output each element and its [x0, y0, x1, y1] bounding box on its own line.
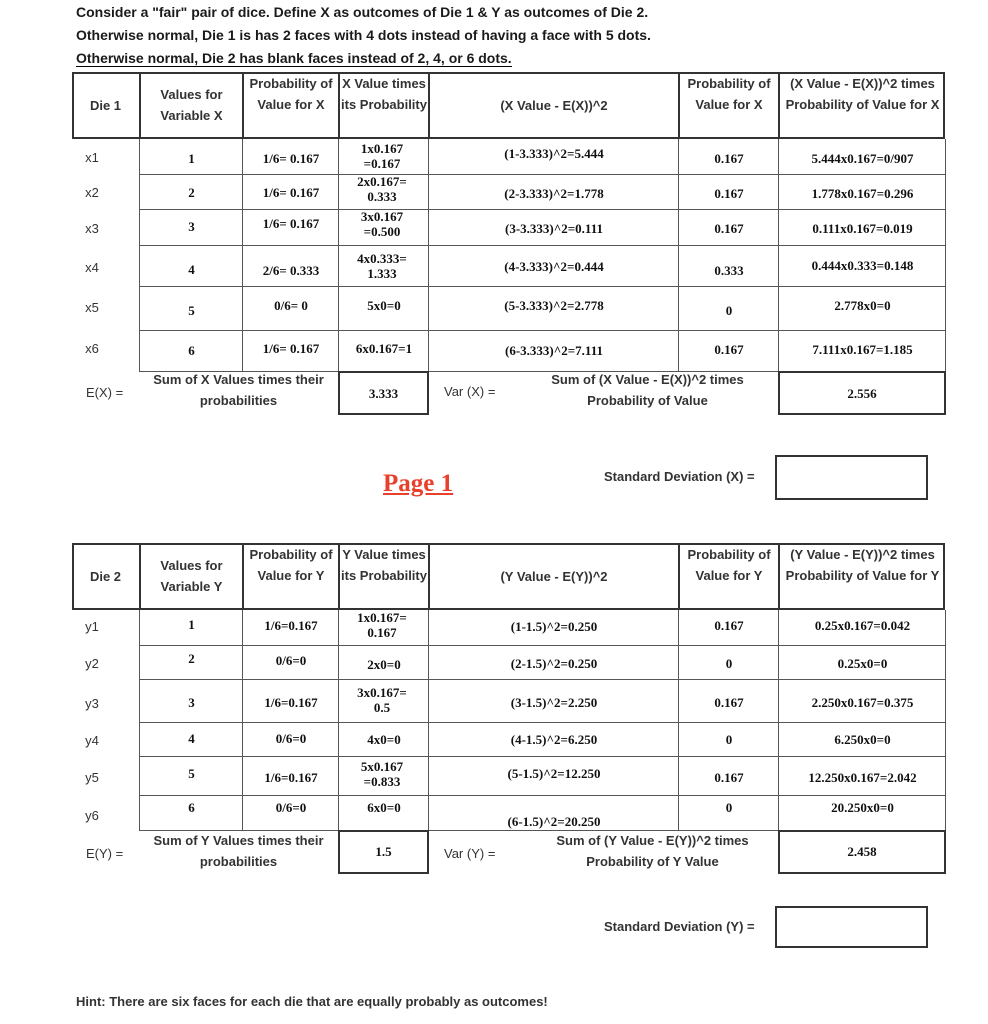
row-times: 2x0.167= 0.333	[357, 174, 407, 204]
row-prob2: 0.167	[714, 342, 744, 357]
row-devprob: 0.444x0.333=0.148	[811, 258, 914, 273]
row-die-label: x5	[85, 300, 99, 315]
varx-sum-label: Sum of (X Value - E(X))^2 times Probability of Value	[551, 372, 744, 408]
row-dev: (3-1.5)^2=2.250	[510, 695, 598, 710]
row-devprob: 12.250x0.167=2.042	[808, 770, 917, 785]
row-value: 3	[188, 695, 195, 710]
row-die-label: y2	[85, 656, 99, 671]
row-prob2: 0.167	[714, 770, 744, 785]
row-value: 2	[188, 651, 195, 666]
row-prob2: 0	[725, 303, 733, 318]
ex-sum-label: Sum of X Values times their probabilities	[153, 372, 324, 408]
row-devprob: 20.250x0=0	[831, 800, 894, 815]
row-prob: 1/6= 0.167	[262, 185, 320, 200]
row-prob2: 0.167	[714, 186, 744, 201]
ey-value: 1.5	[375, 844, 392, 859]
row-die-label: x1	[85, 150, 99, 165]
row-prob: 0/6=0	[275, 800, 307, 815]
vary-sum-label: Sum of (Y Value - E(Y))^2 times Probability of Y Value	[556, 833, 749, 869]
row-times: 5x0.167 =0.833	[360, 759, 404, 789]
row-prob: 1/6=0.167	[264, 770, 318, 785]
row-value: 4	[188, 731, 195, 746]
row-times: 5x0=0	[367, 298, 401, 313]
sdx-answer-box[interactable]	[775, 455, 928, 500]
row-times: 2x0=0	[367, 657, 401, 672]
row-dev: (4-1.5)^2=6.250	[510, 732, 598, 747]
sdy-answer-box[interactable]	[775, 906, 928, 948]
die2-header: Die 2	[89, 569, 122, 584]
hint-text: Hint: There are six faces for each die that are equally probably as outcomes!	[76, 994, 548, 1009]
row-value: 1	[188, 617, 195, 632]
row-dev: (5-1.5)^2=12.250	[507, 766, 601, 781]
row-devprob: 1.778x0.167=0.296	[811, 186, 914, 201]
ey-label: E(Y) =	[86, 846, 124, 861]
row-prob2: 0	[725, 656, 733, 671]
row-times: 4x0.333= 1.333	[357, 251, 407, 281]
row-times: 3x0.167= 0.5	[357, 685, 407, 715]
row-times: 6x0.167=1	[355, 341, 413, 356]
vary-label: Var (Y) =	[444, 846, 496, 861]
vary-value: 2.458	[847, 844, 877, 859]
row-devprob: 7.111x0.167=1.185	[812, 342, 913, 357]
varx-label: Var (X) =	[444, 384, 496, 399]
row-dev: (6-1.5)^2=20.250	[507, 814, 601, 829]
row-dev: (2-1.5)^2=0.250	[510, 656, 598, 671]
row-devprob: 6.250x0=0	[834, 732, 891, 747]
row-prob: 1/6=0.167	[264, 695, 318, 710]
row-prob2: 0.167	[714, 618, 744, 633]
row-prob: 0/6=0	[275, 653, 307, 668]
devprob-y-header: (Y Value - E(Y))^2 times Probability of Value for Y	[785, 547, 940, 583]
row-dev: (1-1.5)^2=0.250	[510, 619, 598, 634]
row-die-label: y5	[85, 770, 99, 785]
row-value: 2	[188, 185, 195, 200]
row-dev: (3-3.333)^2=0.111	[504, 221, 603, 236]
row-value: 6	[188, 800, 195, 815]
row-prob2: 0.333	[714, 263, 744, 278]
row-dev: (6-3.333)^2=7.111	[504, 343, 603, 358]
row-devprob: 0.25x0=0	[837, 656, 888, 671]
row-die-label: y6	[85, 808, 99, 823]
page-label: Page 1	[383, 470, 454, 497]
times-y-header: Y Value times its Probability	[341, 547, 427, 583]
die1-header: Die 1	[89, 98, 122, 113]
row-die-label: y3	[85, 696, 99, 711]
row-value: 5	[188, 766, 195, 781]
intro-line-1: Consider a "fair" pair of dice. Define X as outcomes of Die 1 & Y as outcomes of Die 2.	[76, 4, 649, 20]
ex-label: E(X) =	[86, 385, 124, 400]
row-devprob: 0.111x0.167=0.019	[812, 221, 913, 236]
row-prob: 0/6= 0	[274, 298, 308, 313]
values-x-header: Values for Variable X	[160, 87, 223, 123]
sdx-label: Standard Deviation (X) =	[604, 469, 755, 484]
row-times: 6x0=0	[367, 800, 401, 815]
row-value: 5	[188, 303, 195, 318]
row-prob2: 0.167	[714, 695, 744, 710]
devprob-x-header: (X Value - E(X))^2 times Probability of Value for X	[785, 76, 940, 112]
prob2-x-header: Probability of Value for X	[687, 76, 771, 112]
row-dev: (5-3.333)^2=2.778	[504, 298, 604, 313]
row-dev: (4-3.333)^2=0.444	[504, 259, 604, 274]
row-devprob: 2.250x0.167=0.375	[811, 695, 914, 710]
row-die-label: y1	[85, 619, 99, 634]
intro-line-2: Otherwise normal, Die 1 is has 2 faces with 4 dots instead of having a face with 5 dots.	[76, 27, 651, 43]
ex-value: 3.333	[368, 386, 399, 401]
row-times: 1x0.167= 0.167	[357, 610, 407, 640]
dev-x-header: (X Value - E(X))^2	[500, 98, 608, 113]
row-die-label: y4	[85, 733, 99, 748]
row-devprob: 2.778x0=0	[834, 298, 891, 313]
prob2-y-header: Probability of Value for Y	[687, 547, 771, 583]
row-prob: 1/6= 0.167	[262, 216, 320, 231]
row-die-label: x3	[85, 221, 99, 236]
ey-sum-label: Sum of Y Values times their probabilities	[153, 833, 324, 869]
row-devprob: 5.444x0.167=0/907	[811, 151, 914, 166]
row-prob: 1/6=0.167	[264, 618, 318, 633]
intro-line-3: Otherwise normal, Die 2 has blank faces instead of 2, 4, or 6 dots.	[76, 50, 512, 66]
row-prob2: 0.167	[714, 221, 744, 236]
row-value: 1	[188, 151, 195, 166]
row-prob2: 0.167	[714, 151, 744, 166]
row-prob2: 0	[725, 732, 733, 747]
row-prob: 1/6= 0.167	[262, 151, 320, 166]
sdy-label: Standard Deviation (Y) =	[604, 919, 755, 934]
row-prob2: 0	[725, 800, 733, 815]
row-times: 3x0.167 =0.500	[360, 209, 404, 239]
prob-x-header: Probability of Value for X	[249, 76, 333, 112]
row-times: 1x0.167 =0.167	[360, 141, 404, 171]
row-devprob: 0.25x0.167=0.042	[814, 618, 911, 633]
row-die-label: x4	[85, 260, 99, 275]
row-value: 3	[188, 219, 195, 234]
dev-y-header: (Y Value - E(Y))^2	[500, 569, 608, 584]
varx-value: 2.556	[847, 386, 877, 401]
row-value: 6	[188, 343, 195, 358]
row-die-label: x2	[85, 185, 99, 200]
times-x-header: X Value times its Probability	[341, 76, 427, 112]
row-prob: 0/6=0	[275, 731, 307, 746]
prob-y-header: Probability of Value for Y	[249, 547, 333, 583]
row-prob: 1/6= 0.167	[262, 341, 320, 356]
row-dev: (1-3.333)^2=5.444	[504, 146, 604, 161]
row-die-label: x6	[85, 341, 99, 356]
row-dev: (2-3.333)^2=1.778	[504, 186, 604, 201]
row-times: 4x0=0	[367, 732, 401, 747]
row-prob: 2/6= 0.333	[262, 263, 320, 278]
values-y-header: Values for Variable Y	[160, 558, 223, 594]
row-value: 4	[188, 262, 195, 277]
